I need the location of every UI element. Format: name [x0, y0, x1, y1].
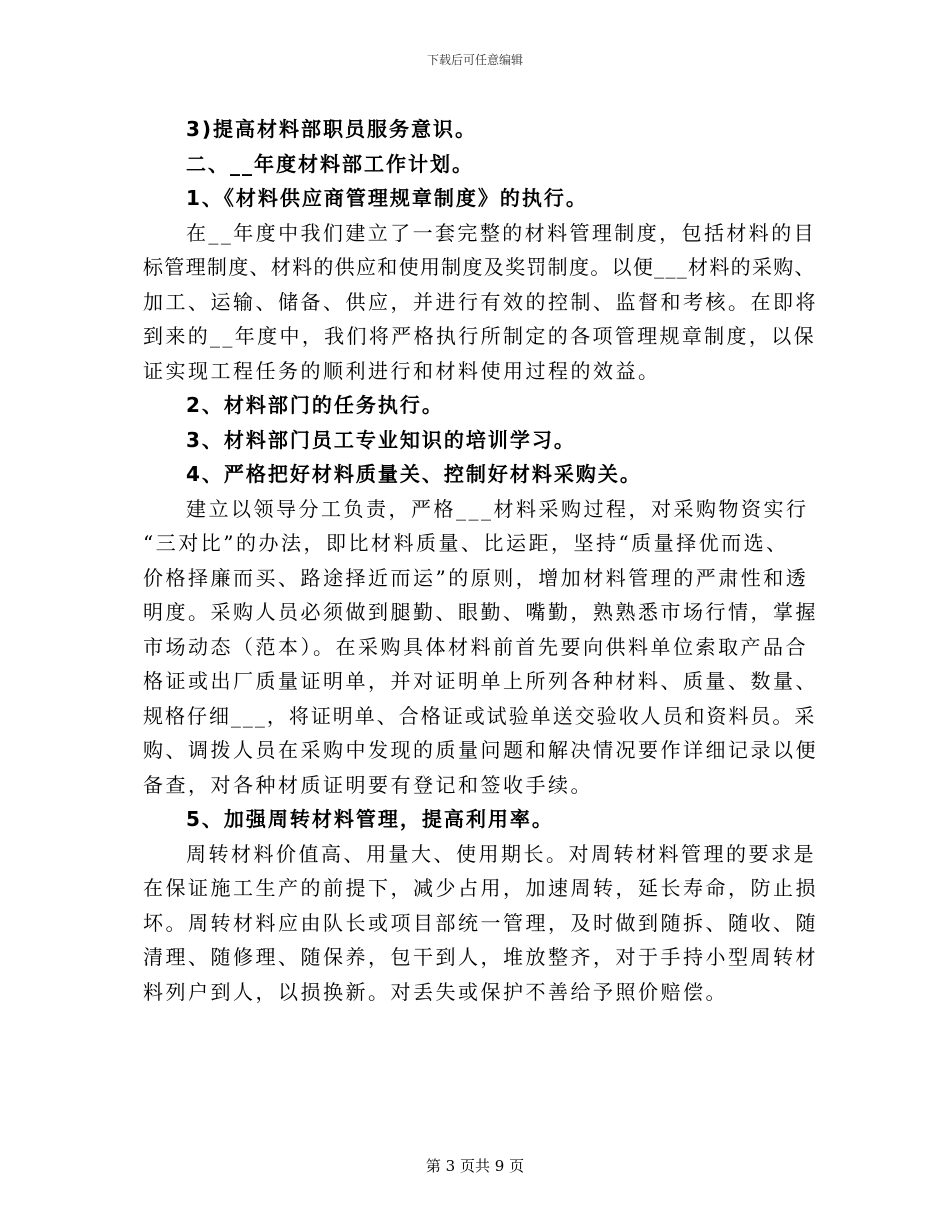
section-heading-line: 3、材料部门员工专业知识的培训学习。	[186, 427, 576, 452]
section-heading-line: 2、材料部门的任务执行。	[186, 393, 444, 417]
paragraph-line: 料列户到人，以损换新。对丢失或保护不善给予照价赔偿。	[143, 979, 728, 1004]
section-heading-line: 二、__年度材料部工作计划。	[186, 151, 474, 176]
section-heading-line: 5、加强周转材料管理，提高利用率。	[186, 807, 554, 831]
paragraph-line: 在保证施工生产的前提下，减少占用，加速周转，延长寿命，防止损	[143, 876, 818, 900]
paragraph-line: 证实现工程任务的顺利进行和材料使用过程的效益。	[143, 358, 661, 383]
paragraph-line: 市场动态（范本）。在采购具体材料前首先要向供料单位索取产品合	[143, 634, 808, 659]
document-body	[143, 112, 818, 1009]
paragraph-line: 明度。采购人员必须做到腿勤、眼勤、嘴勤，熟熟悉市场行情，掌握	[143, 600, 818, 624]
paragraph-line: 到来的__年度中，我们将严格执行所制定的各项管理规章制度，以保	[143, 324, 816, 348]
paragraph-line: 在__年度中我们建立了一套完整的材料管理制度，包括材料的目	[186, 220, 817, 245]
paragraph-line: 建立以领导分工负责，严格___材料采购过程，对采购物资实行	[186, 496, 809, 521]
paragraph-line: 格证或出厂质量证明单，并对证明单上所列各种材料、质量、数量、	[143, 669, 818, 693]
paragraph-line: 加工、运输、储备、供应，并进行有效的控制、监督和考核。在即将	[143, 289, 818, 314]
paragraph-line: 周转材料价值高、用量大、使用期长。对周转材料管理的要求是	[186, 841, 816, 866]
section-heading-line: 1、《材料供应商管理规章制度》的执行。	[186, 186, 588, 210]
paragraph-line: 清理、随修理、随保养，包干到人，堆放整齐，对于手持小型周转材	[143, 945, 818, 969]
section-heading-line: 4、严格把好材料质量关、控制好材料采购关。	[186, 462, 642, 486]
section-heading-line: 3)提高材料部职员服务意识。	[186, 117, 478, 141]
paragraph-line: “三对比”的办法，即比材料质量、比运距，坚持“质量择优而选、	[143, 531, 789, 555]
paragraph-line: 价格择廉而买、路途择近而运”的原则，增加材料管理的严肃性和透	[143, 565, 809, 590]
paragraph-line: 标管理制度、材料的供应和使用制度及奖罚制度。以便___材料的采购、	[143, 255, 816, 279]
paragraph-line: 规格仔细___，将证明单、合格证或试验单送交验收人员和资料员。采	[143, 703, 817, 728]
paragraph-line: 备查，对各种材质证明要有登记和签收手续。	[143, 772, 593, 797]
page-footer: 第 3 页共 9 页	[425, 1157, 525, 1175]
paragraph-line: 坏。周转材料应由队长或项目部统一管理，及时做到随拆、随收、随	[143, 910, 818, 935]
paragraph-line: 购、调拨人员在采购中发现的质量问题和解决情况要作详细记录以便	[143, 738, 818, 762]
page-header: 下载后可任意编辑	[426, 53, 523, 67]
